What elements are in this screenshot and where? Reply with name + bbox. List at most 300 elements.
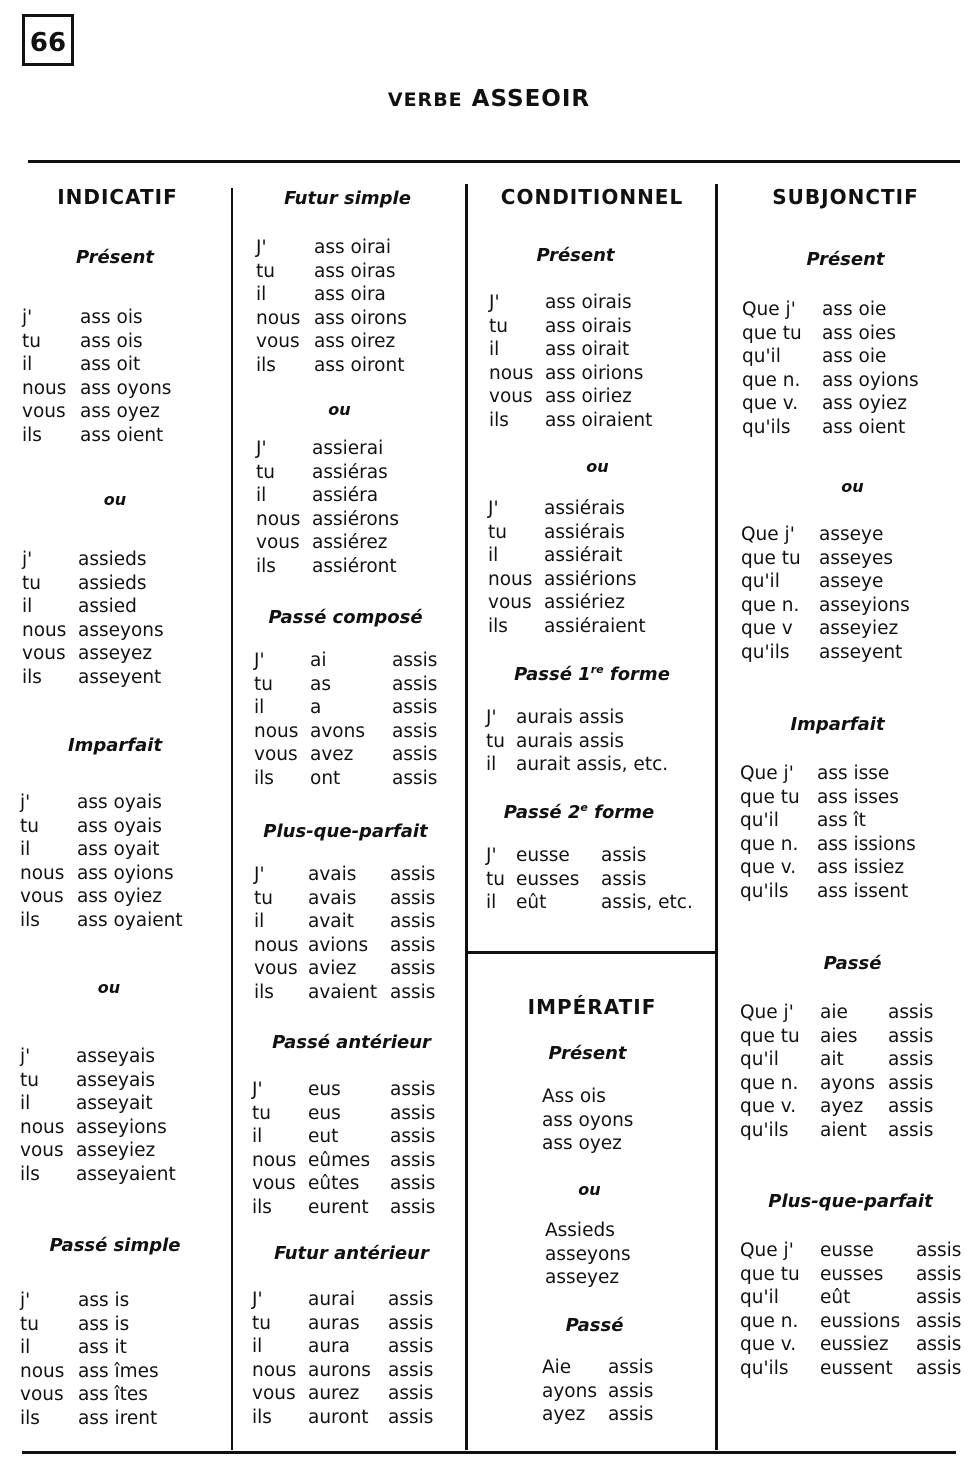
pronoun: que v. xyxy=(740,1096,797,1118)
pronoun: tu xyxy=(20,815,39,837)
pronoun: j' xyxy=(20,792,31,813)
verb-form: ass oyons xyxy=(80,377,172,399)
verb-form: assis xyxy=(390,1149,436,1171)
indicatif-present-label: Présent xyxy=(75,247,155,268)
pronoun: J' xyxy=(254,864,265,885)
verb-form: aurez xyxy=(308,1383,360,1405)
conditionnel-ou: ou xyxy=(586,457,609,476)
passe-compose-label: Passé composé xyxy=(268,607,423,628)
verb-form: ass is xyxy=(78,1313,130,1335)
pronoun: j' xyxy=(22,307,33,328)
page-number: 66 xyxy=(22,14,74,66)
pronoun: vous xyxy=(20,1384,64,1406)
verb-form: assis xyxy=(888,1120,934,1141)
verb-form: asseyent xyxy=(78,667,162,688)
pronoun: vous xyxy=(20,1140,64,1162)
verb-form: assis xyxy=(916,1334,962,1356)
verb-form: ass oiriez xyxy=(545,386,632,408)
pronoun: il xyxy=(256,485,267,507)
verb-form: aient xyxy=(820,1120,867,1141)
verb-form: assis xyxy=(392,673,438,695)
verb-form: ass oit xyxy=(80,354,141,376)
verb-form: aura xyxy=(308,1336,351,1358)
verb-form: eusses xyxy=(820,1263,884,1285)
indicatif-imparfait-label: Imparfait xyxy=(67,735,163,756)
pronoun: nous xyxy=(22,377,67,399)
pronoun: qu'ils xyxy=(740,1358,789,1379)
verb-form: assiéront xyxy=(312,556,397,577)
imperatif-present-row: ass oyez xyxy=(542,1133,622,1155)
pronoun: ils xyxy=(22,425,42,446)
verb-form: assis xyxy=(388,1359,434,1381)
pronoun: tu xyxy=(20,1313,39,1335)
page-title xyxy=(0,86,978,112)
verb-form: assis xyxy=(392,697,438,719)
verb-form: assiéras xyxy=(312,461,388,483)
verb-form: eussent xyxy=(820,1358,893,1379)
pronoun: il xyxy=(20,839,31,861)
subjonctif-imparfait-label: Imparfait xyxy=(790,714,885,735)
verb-form: assieds xyxy=(78,572,147,594)
verb-form: avons xyxy=(310,720,365,742)
verb-form: assis, etc. xyxy=(601,892,693,914)
verb-form: asseye xyxy=(819,571,884,593)
title-verb: ASSEOIR xyxy=(471,86,591,112)
verb-form: ass oyait xyxy=(77,839,160,861)
verb-form: assis xyxy=(888,1072,934,1094)
verb-form: assis xyxy=(601,845,647,866)
passe2-label-b: forme xyxy=(587,802,655,823)
pronoun: qu'il xyxy=(741,571,780,593)
pronoun: vous xyxy=(488,592,532,614)
verb-form: ass ois xyxy=(80,307,143,328)
pronoun: il xyxy=(254,697,265,719)
verb-form: eûtes xyxy=(308,1173,360,1195)
pronoun: Que j' xyxy=(740,1240,794,1261)
pronoun: J' xyxy=(488,498,499,519)
verb-form: ass issent xyxy=(817,881,909,902)
pronoun: il xyxy=(489,339,500,361)
verb-form: assis xyxy=(390,1079,436,1100)
pronoun: nous xyxy=(20,1116,65,1138)
verb-form: eusse xyxy=(820,1240,874,1261)
verb-form: ass it xyxy=(78,1337,127,1359)
pronoun: que tu xyxy=(741,547,801,569)
verb-form: assis xyxy=(390,911,436,933)
pronoun: j' xyxy=(20,1290,31,1311)
futur-anterieur-label: Futur antérieur xyxy=(274,1243,429,1264)
verb-form: assis xyxy=(888,1002,934,1023)
verb-form: eus xyxy=(308,1102,341,1124)
passe-anterieur-label: Passé antérieur xyxy=(272,1032,431,1053)
verb-form: eusse xyxy=(516,845,570,866)
verb-form: assis xyxy=(388,1312,434,1334)
pronoun: tu xyxy=(256,461,275,483)
imperatif-passe-label: Passé xyxy=(565,1315,624,1336)
verb-form: eurent xyxy=(308,1197,369,1218)
pronoun: vous xyxy=(252,1383,296,1405)
verb-form: ass oyiez xyxy=(77,886,162,908)
verb-form: assis xyxy=(916,1263,962,1285)
pronoun: tu xyxy=(252,1102,271,1124)
verb-form: ass oie xyxy=(822,346,887,368)
verb-form: assied xyxy=(78,596,137,618)
pronoun: que n. xyxy=(740,1072,799,1094)
verb-form: assiéra xyxy=(312,485,379,507)
verb-form: avais xyxy=(308,864,357,885)
pronoun: qu'il xyxy=(740,1049,779,1071)
imperatif-ou: ou xyxy=(578,1180,601,1199)
verb-form: eussiez xyxy=(820,1334,889,1356)
pronoun: il xyxy=(256,284,267,306)
pronoun: ils xyxy=(489,410,509,431)
verb-form: eût xyxy=(820,1287,851,1309)
imperatif-present-alt-row: asseyez xyxy=(545,1267,620,1289)
verb-form: aurais assis xyxy=(516,730,625,752)
pronoun: vous xyxy=(22,643,66,665)
verb-form: assis xyxy=(390,982,436,1003)
verb-form: assis xyxy=(388,1407,434,1428)
pronoun: nous xyxy=(254,934,299,956)
verb-form: eûmes xyxy=(308,1149,371,1171)
conditionnel-passe1-label xyxy=(478,663,706,685)
pronoun: il xyxy=(22,596,33,618)
pronoun: ayons xyxy=(542,1380,597,1402)
verb-form: asseyait xyxy=(76,1093,153,1115)
verb-form: assiérait xyxy=(544,545,623,567)
pronoun: J' xyxy=(254,650,265,671)
column-divider-1 xyxy=(231,188,233,1450)
pronoun: nous xyxy=(20,862,65,884)
pronoun: Que j' xyxy=(742,299,796,320)
verb-form: assiéraient xyxy=(544,616,646,637)
pronoun: ils xyxy=(256,556,276,577)
verb-form: ass oira xyxy=(314,284,386,306)
verb-form: auras xyxy=(308,1312,360,1334)
verb-form: asseyiez xyxy=(76,1140,156,1162)
pronoun: qu'il xyxy=(742,346,781,368)
imperatif-present-label: Présent xyxy=(548,1043,627,1064)
pronoun: nous xyxy=(22,619,67,641)
subjonctif-pqp-label: Plus-que-parfait xyxy=(768,1191,933,1212)
verb-form: ass oies xyxy=(822,322,896,344)
pronoun: j' xyxy=(20,1046,31,1067)
verb-form: ass oyions xyxy=(822,369,919,391)
verb-form: eussions xyxy=(820,1310,901,1332)
pronoun: vous xyxy=(254,958,298,980)
pronoun: que tu xyxy=(740,1263,800,1285)
passe1-label-sup: re xyxy=(590,663,604,676)
pronoun: que n. xyxy=(740,1310,799,1332)
verb-form: assis xyxy=(390,934,436,956)
verb-form: ait xyxy=(820,1049,844,1071)
pronoun: qu'ils xyxy=(741,642,790,663)
pronoun: tu xyxy=(20,1069,39,1091)
pronoun: tu xyxy=(486,730,505,752)
top-rule xyxy=(28,160,960,163)
passe1-label-a: Passé 1 xyxy=(514,664,591,685)
pronoun: que v. xyxy=(742,393,799,415)
pronoun: vous xyxy=(22,401,66,423)
verb-form: eus xyxy=(308,1079,341,1100)
verb-form: assis xyxy=(888,1049,934,1071)
pronoun: ils xyxy=(252,1197,272,1218)
imperatif-heading: IMPÉRATIF xyxy=(527,995,657,1019)
verb-form: asseyes xyxy=(819,547,893,569)
verb-form: assis xyxy=(388,1336,434,1358)
pronoun: Aie xyxy=(542,1357,572,1378)
title-prefix: VERBE xyxy=(387,89,463,111)
verb-form: ass oirez xyxy=(314,331,396,353)
verb-form: ayez xyxy=(820,1096,864,1118)
pronoun: Que j' xyxy=(740,1002,794,1023)
pronoun: tu xyxy=(22,572,41,594)
verb-form: asseyions xyxy=(76,1116,167,1138)
verb-form: assiérais xyxy=(544,521,625,543)
conditionnel-present-label: Présent xyxy=(536,245,615,266)
pronoun: ils xyxy=(22,667,42,688)
subjonctif-ou: ou xyxy=(841,477,864,496)
verb-form: assis xyxy=(392,650,438,671)
pronoun: qu'il xyxy=(740,810,779,832)
pronoun: que n. xyxy=(741,594,800,616)
indicatif-heading: INDICATIF xyxy=(57,185,178,209)
verb-form: as xyxy=(310,673,331,695)
indicatif-passe-simple-label: Passé simple xyxy=(49,1235,181,1256)
verb-form: ass issions xyxy=(817,833,916,855)
verb-form: ass oirions xyxy=(545,362,644,384)
verb-form: eut xyxy=(308,1126,339,1148)
verb-form: ass ît xyxy=(817,810,866,832)
conditionnel-imperatif-divider xyxy=(465,951,718,954)
verb-form: assis xyxy=(390,887,436,909)
verb-form: ass oirait xyxy=(545,339,630,361)
verb-form: auront xyxy=(308,1407,369,1428)
pronoun: ils xyxy=(254,768,274,789)
verb-form: assis xyxy=(390,958,436,980)
pronoun: tu xyxy=(488,521,507,543)
imperatif-present-alt-row: asseyons xyxy=(545,1243,631,1265)
verb-form: ass îtes xyxy=(78,1384,148,1406)
verb-form: assiériez xyxy=(544,592,625,614)
verb-form: assis xyxy=(608,1357,654,1378)
verb-form: asseyent xyxy=(819,642,903,663)
plus-que-parfait-label: Plus-que-parfait xyxy=(263,821,428,842)
pronoun: que tu xyxy=(740,786,800,808)
pronoun: tu xyxy=(489,315,508,337)
pronoun: il xyxy=(486,892,497,914)
verb-form: assis xyxy=(916,1310,962,1332)
verb-form: assiérais xyxy=(544,498,625,519)
pronoun: vous xyxy=(252,1173,296,1195)
pronoun: vous xyxy=(254,744,298,766)
verb-form: assis xyxy=(888,1096,934,1118)
verb-form: ass oyais xyxy=(77,792,162,813)
verb-form: aurais assis xyxy=(516,707,625,728)
subjonctif-heading: SUBJONCTIF xyxy=(772,185,919,209)
passe1-label-b: forme xyxy=(603,664,670,685)
pronoun: J' xyxy=(252,1289,263,1310)
futur-simple-ou: ou xyxy=(328,400,351,419)
pronoun: il xyxy=(20,1337,31,1359)
verb-form: assis xyxy=(916,1240,962,1261)
pronoun: nous xyxy=(252,1359,297,1381)
pronoun: vous xyxy=(20,886,64,908)
verb-form: ass oient xyxy=(822,417,906,438)
verb-form: ass oiraient xyxy=(545,410,653,431)
verb-form: aies xyxy=(820,1025,858,1047)
pronoun: nous xyxy=(20,1360,65,1382)
verb-form: asseyais xyxy=(76,1046,156,1067)
subjonctif-present-label: Présent xyxy=(806,249,885,270)
verb-form: assis xyxy=(390,1173,436,1195)
verb-form: assis xyxy=(888,1025,934,1047)
verb-form: assis xyxy=(392,720,438,742)
verb-form: assis xyxy=(608,1380,654,1402)
verb-form: asseyaient xyxy=(76,1164,176,1185)
verb-form: assis xyxy=(390,1197,436,1218)
verb-form: aie xyxy=(820,1002,848,1023)
verb-form: ass îmes xyxy=(78,1360,159,1382)
verb-form: asseyais xyxy=(76,1069,156,1091)
pronoun: il xyxy=(488,545,499,567)
imperatif-present-row: ass oyons xyxy=(542,1109,634,1131)
pronoun: J' xyxy=(256,438,267,459)
pronoun: vous xyxy=(256,532,300,554)
pronoun: nous xyxy=(254,720,299,742)
pronoun: qu'ils xyxy=(742,417,791,438)
verb-form: ass oient xyxy=(80,425,164,446)
verb-form: asseyez xyxy=(78,643,153,665)
conditionnel-heading: CONDITIONNEL xyxy=(500,185,684,209)
verb-form: eusses xyxy=(516,868,580,890)
verb-form: assis xyxy=(392,744,438,766)
verb-form: ayons xyxy=(820,1072,875,1094)
conditionnel-passe2-label xyxy=(465,801,693,823)
pronoun: ils xyxy=(20,1408,40,1429)
pronoun: il xyxy=(486,754,497,776)
pronoun: il xyxy=(22,354,33,376)
verb-form: avais xyxy=(308,887,357,909)
verb-form: avaient xyxy=(308,982,378,1003)
column-divider-3 xyxy=(715,184,718,1450)
pronoun: vous xyxy=(489,386,533,408)
verb-form: asseye xyxy=(819,524,884,545)
verb-form: ass oie xyxy=(822,299,887,320)
verb-form: ass is xyxy=(78,1290,130,1311)
pronoun: il xyxy=(252,1126,263,1148)
verb-form: assis xyxy=(392,768,438,789)
pronoun: Que j' xyxy=(741,524,795,545)
pronoun: J' xyxy=(489,292,500,313)
pronoun: j' xyxy=(22,549,33,570)
verb-form: assis xyxy=(388,1289,434,1310)
pronoun: tu xyxy=(254,673,273,695)
pronoun: que v. xyxy=(740,1334,797,1356)
verb-form: ass oirons xyxy=(314,307,407,329)
verb-form: aurons xyxy=(308,1359,371,1381)
verb-form: ass oyais xyxy=(77,815,162,837)
verb-form: asseyons xyxy=(78,619,164,641)
verb-form: assieds xyxy=(78,549,147,570)
imperatif-present-row: Ass ois xyxy=(542,1086,606,1107)
verb-form: assierai xyxy=(312,438,384,459)
verb-form: assis xyxy=(390,1102,436,1124)
pronoun: il xyxy=(252,1336,263,1358)
verb-form: ass isses xyxy=(817,786,899,808)
verb-form: ass oyions xyxy=(77,862,174,884)
pronoun: tu xyxy=(252,1312,271,1334)
pronoun: J' xyxy=(486,707,497,728)
verb-form: avions xyxy=(308,934,369,956)
pronoun: que tu xyxy=(742,322,802,344)
verb-form: ass isse xyxy=(817,763,890,784)
pronoun: vous xyxy=(256,331,300,353)
pronoun: que tu xyxy=(740,1025,800,1047)
verb-form: ass oiront xyxy=(314,355,405,376)
verb-form: ass oirai xyxy=(314,237,392,258)
pronoun: ils xyxy=(254,982,274,1003)
pronoun: J' xyxy=(486,845,497,866)
verb-form: assis xyxy=(608,1404,654,1426)
pronoun: tu xyxy=(22,330,41,352)
imperatif-present-alt-row: Assieds xyxy=(545,1220,615,1241)
verb-form: ont xyxy=(310,768,341,789)
pronoun: que v. xyxy=(740,857,797,879)
passe2-label-a: Passé 2 xyxy=(503,802,581,823)
pronoun: nous xyxy=(489,362,534,384)
pronoun: ils xyxy=(488,616,508,637)
pronoun: tu xyxy=(486,868,505,890)
pronoun: ils xyxy=(256,355,276,376)
pronoun: que n. xyxy=(742,369,801,391)
pronoun: ils xyxy=(252,1407,272,1428)
verb-form: assiérons xyxy=(312,508,400,530)
pronoun: tu xyxy=(256,260,275,282)
passe2-label-sup: e xyxy=(580,801,588,814)
verb-form: asseyions xyxy=(819,594,910,616)
pronoun: il xyxy=(254,911,265,933)
verb-form: assiérez xyxy=(312,532,388,554)
bottom-rule xyxy=(22,1451,956,1454)
verb-form: ass oirais xyxy=(545,315,632,337)
verb-form: assis xyxy=(601,868,647,890)
subjonctif-passe-label: Passé xyxy=(823,953,882,974)
pronoun: qu'ils xyxy=(740,1120,789,1141)
verb-form: assis xyxy=(916,1287,962,1309)
verb-form: assiérions xyxy=(544,568,637,590)
verb-form: asseyiez xyxy=(819,618,899,640)
pronoun: que v xyxy=(741,618,793,640)
verb-form: a xyxy=(310,697,322,719)
verb-form: ass oiras xyxy=(314,260,396,282)
verb-form: avez xyxy=(310,744,354,766)
pronoun: qu'ils xyxy=(740,881,789,902)
pronoun: ayez xyxy=(542,1404,586,1426)
verb-form: assis xyxy=(916,1358,962,1379)
pronoun: nous xyxy=(488,568,533,590)
verb-form: aurait assis, etc. xyxy=(516,754,669,776)
verb-form: ai xyxy=(310,650,327,671)
pronoun: ils xyxy=(20,910,40,931)
verb-form: aviez xyxy=(308,958,357,980)
pronoun: nous xyxy=(256,307,301,329)
indicatif-ou-1: ou xyxy=(103,490,127,509)
pronoun: ils xyxy=(20,1164,40,1185)
verb-form: ass oyez xyxy=(80,401,160,423)
verb-form: ass oyaient xyxy=(77,910,183,931)
verb-form: ass oyiez xyxy=(822,393,907,415)
